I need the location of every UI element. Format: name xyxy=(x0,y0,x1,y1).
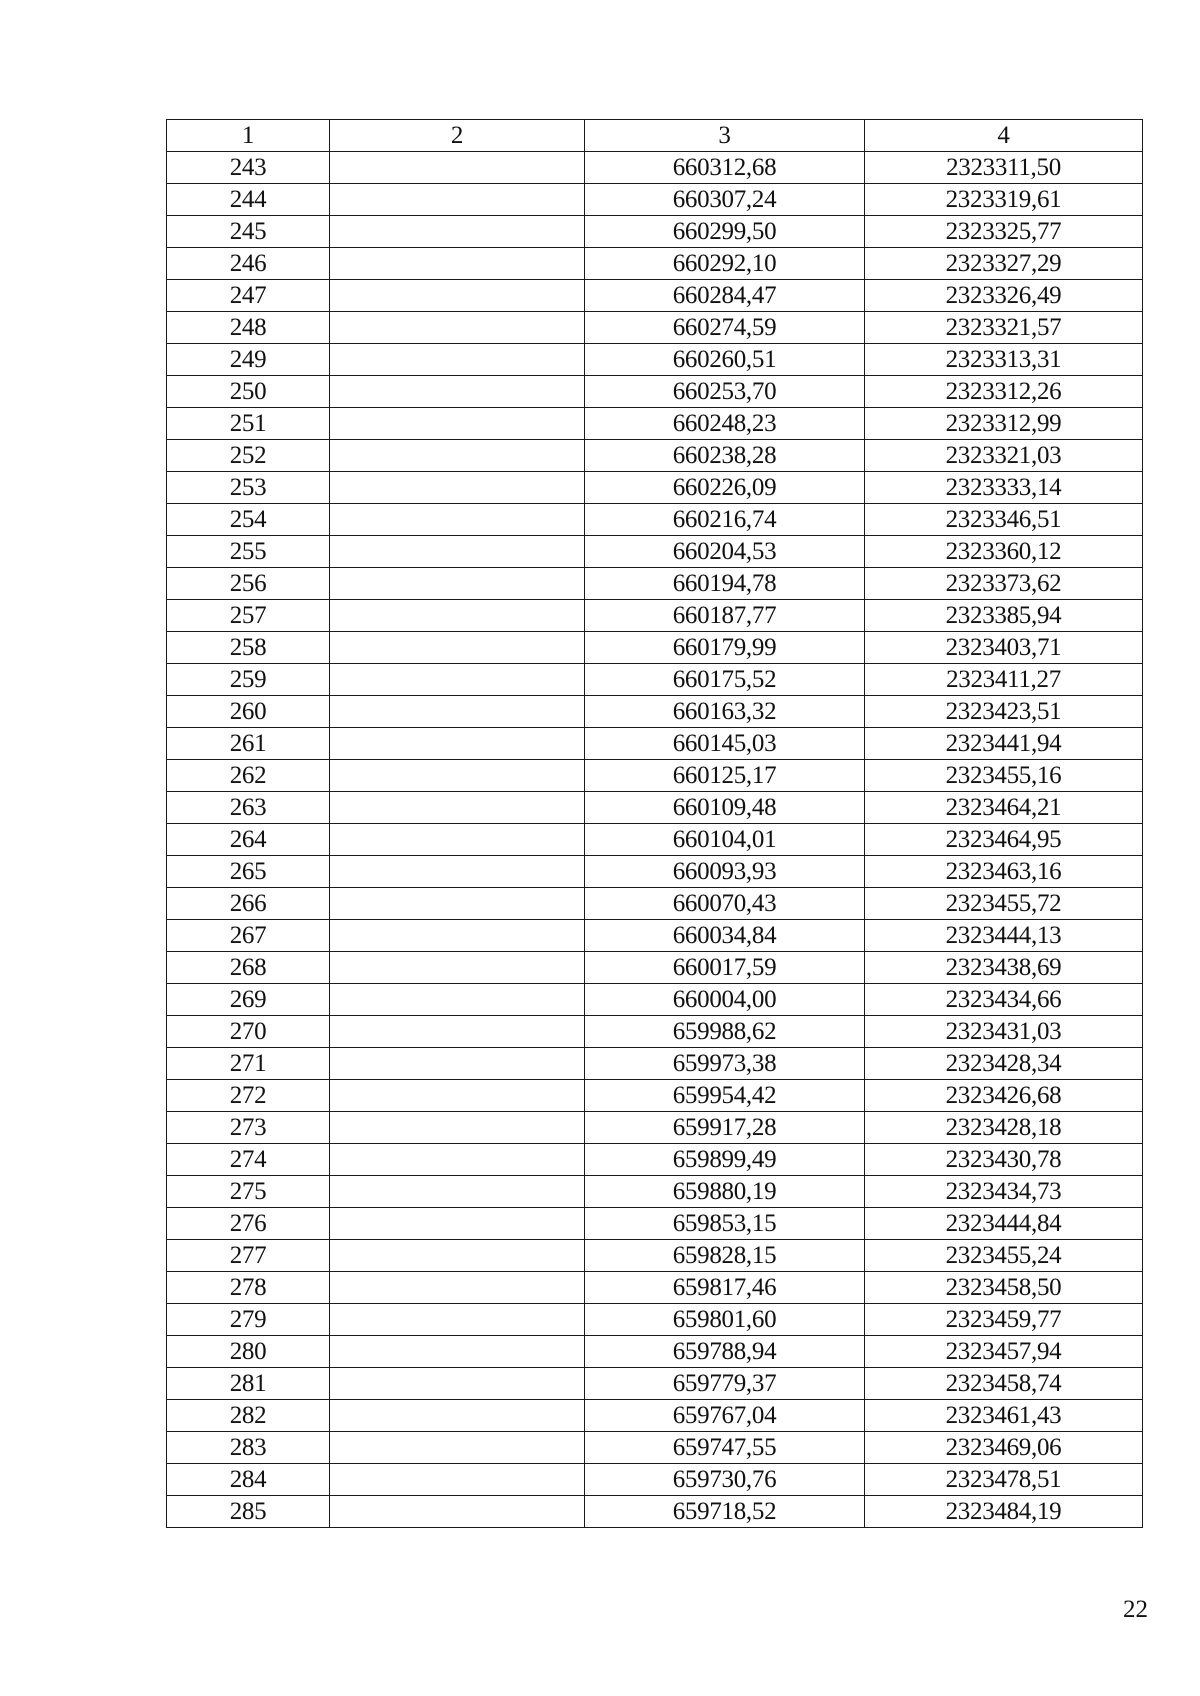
point-number-cell: 253 xyxy=(167,472,330,504)
y-coordinate-cell: 2323434,66 xyxy=(865,984,1143,1016)
x-coordinate-cell: 659730,76 xyxy=(585,1464,865,1496)
point-number-cell: 260 xyxy=(167,696,330,728)
table-row xyxy=(167,1048,1143,1080)
table-row xyxy=(167,376,1143,408)
x-coordinate-cell: 660248,23 xyxy=(585,408,865,440)
point-number-cell: 250 xyxy=(167,376,330,408)
description-cell xyxy=(330,1336,585,1368)
coordinates-table xyxy=(166,119,1143,1528)
point-number-cell: 262 xyxy=(167,760,330,792)
table-header-row xyxy=(167,120,1143,152)
y-coordinate-cell: 2323321,03 xyxy=(865,440,1143,472)
point-number-cell: 285 xyxy=(167,1496,330,1528)
y-coordinate-cell: 2323312,26 xyxy=(865,376,1143,408)
table-row xyxy=(167,504,1143,536)
x-coordinate-cell: 660017,59 xyxy=(585,952,865,984)
table-row xyxy=(167,984,1143,1016)
y-coordinate-cell: 2323463,16 xyxy=(865,856,1143,888)
description-cell xyxy=(330,536,585,568)
description-cell xyxy=(330,248,585,280)
description-cell xyxy=(330,1176,585,1208)
x-coordinate-cell: 659801,60 xyxy=(585,1304,865,1336)
table-row xyxy=(167,248,1143,280)
y-coordinate-cell: 2323434,73 xyxy=(865,1176,1143,1208)
point-number-cell: 280 xyxy=(167,1336,330,1368)
table-row xyxy=(167,1400,1143,1432)
y-coordinate-cell: 2323319,61 xyxy=(865,184,1143,216)
table-row xyxy=(167,1432,1143,1464)
description-cell xyxy=(330,408,585,440)
description-cell xyxy=(330,184,585,216)
table-row xyxy=(167,760,1143,792)
y-coordinate-cell: 2323457,94 xyxy=(865,1336,1143,1368)
y-coordinate-cell: 2323411,27 xyxy=(865,664,1143,696)
y-coordinate-cell: 2323313,31 xyxy=(865,344,1143,376)
table-row xyxy=(167,1016,1143,1048)
table-row xyxy=(167,1144,1143,1176)
description-cell xyxy=(330,1240,585,1272)
point-number-cell: 246 xyxy=(167,248,330,280)
point-number-cell: 252 xyxy=(167,440,330,472)
table-row xyxy=(167,1336,1143,1368)
x-coordinate-cell: 659767,04 xyxy=(585,1400,865,1432)
point-number-cell: 259 xyxy=(167,664,330,696)
description-cell xyxy=(330,984,585,1016)
description-cell xyxy=(330,792,585,824)
table-row xyxy=(167,888,1143,920)
table-row xyxy=(167,1272,1143,1304)
x-coordinate-cell: 660145,03 xyxy=(585,728,865,760)
y-coordinate-cell: 2323484,19 xyxy=(865,1496,1143,1528)
point-number-cell: 274 xyxy=(167,1144,330,1176)
x-coordinate-cell: 659899,49 xyxy=(585,1144,865,1176)
x-coordinate-cell: 660299,50 xyxy=(585,216,865,248)
table-row xyxy=(167,952,1143,984)
y-coordinate-cell: 2323438,69 xyxy=(865,952,1143,984)
table-row xyxy=(167,344,1143,376)
y-coordinate-cell: 2323441,94 xyxy=(865,728,1143,760)
table-row xyxy=(167,568,1143,600)
column-header: 2 xyxy=(330,120,585,152)
y-coordinate-cell: 2323428,34 xyxy=(865,1048,1143,1080)
point-number-cell: 264 xyxy=(167,824,330,856)
x-coordinate-cell: 659973,38 xyxy=(585,1048,865,1080)
point-number-cell: 281 xyxy=(167,1368,330,1400)
description-cell xyxy=(330,344,585,376)
description-cell xyxy=(330,1304,585,1336)
point-number-cell: 255 xyxy=(167,536,330,568)
description-cell xyxy=(330,888,585,920)
description-cell xyxy=(330,1400,585,1432)
column-header: 4 xyxy=(865,120,1143,152)
table-row xyxy=(167,1496,1143,1528)
point-number-cell: 282 xyxy=(167,1400,330,1432)
table-row xyxy=(167,920,1143,952)
page-number: 22 xyxy=(1123,1596,1148,1623)
x-coordinate-cell: 660004,00 xyxy=(585,984,865,1016)
x-coordinate-cell: 660179,99 xyxy=(585,632,865,664)
table-row xyxy=(167,600,1143,632)
table-row xyxy=(167,408,1143,440)
x-coordinate-cell: 659718,52 xyxy=(585,1496,865,1528)
y-coordinate-cell: 2323431,03 xyxy=(865,1016,1143,1048)
table-row xyxy=(167,664,1143,696)
description-cell xyxy=(330,1432,585,1464)
y-coordinate-cell: 2323325,77 xyxy=(865,216,1143,248)
description-cell xyxy=(330,1144,585,1176)
description-cell xyxy=(330,664,585,696)
point-number-cell: 248 xyxy=(167,312,330,344)
description-cell xyxy=(330,376,585,408)
y-coordinate-cell: 2323312,99 xyxy=(865,408,1143,440)
y-coordinate-cell: 2323469,06 xyxy=(865,1432,1143,1464)
description-cell xyxy=(330,760,585,792)
point-number-cell: 270 xyxy=(167,1016,330,1048)
table-row xyxy=(167,1240,1143,1272)
y-coordinate-cell: 2323321,57 xyxy=(865,312,1143,344)
table-row xyxy=(167,312,1143,344)
table-row xyxy=(167,1368,1143,1400)
table-row xyxy=(167,1080,1143,1112)
x-coordinate-cell: 659779,37 xyxy=(585,1368,865,1400)
table-row xyxy=(167,1304,1143,1336)
x-coordinate-cell: 659988,62 xyxy=(585,1016,865,1048)
point-number-cell: 257 xyxy=(167,600,330,632)
x-coordinate-cell: 659954,42 xyxy=(585,1080,865,1112)
y-coordinate-cell: 2323444,84 xyxy=(865,1208,1143,1240)
table-row xyxy=(167,280,1143,312)
table-row xyxy=(167,472,1143,504)
description-cell xyxy=(330,824,585,856)
point-number-cell: 267 xyxy=(167,920,330,952)
y-coordinate-cell: 2323327,29 xyxy=(865,248,1143,280)
x-coordinate-cell: 660226,09 xyxy=(585,472,865,504)
y-coordinate-cell: 2323426,68 xyxy=(865,1080,1143,1112)
x-coordinate-cell: 660307,24 xyxy=(585,184,865,216)
table-row xyxy=(167,1112,1143,1144)
point-number-cell: 244 xyxy=(167,184,330,216)
point-number-cell: 276 xyxy=(167,1208,330,1240)
x-coordinate-cell: 659817,46 xyxy=(585,1272,865,1304)
description-cell xyxy=(330,1016,585,1048)
table-row xyxy=(167,152,1143,184)
description-cell xyxy=(330,728,585,760)
table-row xyxy=(167,1464,1143,1496)
x-coordinate-cell: 660204,53 xyxy=(585,536,865,568)
y-coordinate-cell: 2323455,16 xyxy=(865,760,1143,792)
point-number-cell: 277 xyxy=(167,1240,330,1272)
description-cell xyxy=(330,312,585,344)
y-coordinate-cell: 2323464,21 xyxy=(865,792,1143,824)
x-coordinate-cell: 660274,59 xyxy=(585,312,865,344)
table-row xyxy=(167,728,1143,760)
y-coordinate-cell: 2323455,24 xyxy=(865,1240,1143,1272)
description-cell xyxy=(330,696,585,728)
description-cell xyxy=(330,280,585,312)
y-coordinate-cell: 2323455,72 xyxy=(865,888,1143,920)
description-cell xyxy=(330,216,585,248)
table-row xyxy=(167,792,1143,824)
point-number-cell: 265 xyxy=(167,856,330,888)
point-number-cell: 273 xyxy=(167,1112,330,1144)
description-cell xyxy=(330,504,585,536)
point-number-cell: 279 xyxy=(167,1304,330,1336)
y-coordinate-cell: 2323464,95 xyxy=(865,824,1143,856)
x-coordinate-cell: 660194,78 xyxy=(585,568,865,600)
table-row xyxy=(167,536,1143,568)
table-row xyxy=(167,1208,1143,1240)
description-cell xyxy=(330,1368,585,1400)
y-coordinate-cell: 2323430,78 xyxy=(865,1144,1143,1176)
description-cell xyxy=(330,1080,585,1112)
description-cell xyxy=(330,1272,585,1304)
table-row xyxy=(167,216,1143,248)
column-header: 1 xyxy=(167,120,330,152)
y-coordinate-cell: 2323461,43 xyxy=(865,1400,1143,1432)
y-coordinate-cell: 2323333,14 xyxy=(865,472,1143,504)
table-body xyxy=(167,152,1143,1528)
point-number-cell: 283 xyxy=(167,1432,330,1464)
y-coordinate-cell: 2323458,74 xyxy=(865,1368,1143,1400)
y-coordinate-cell: 2323428,18 xyxy=(865,1112,1143,1144)
point-number-cell: 275 xyxy=(167,1176,330,1208)
y-coordinate-cell: 2323403,71 xyxy=(865,632,1143,664)
y-coordinate-cell: 2323444,13 xyxy=(865,920,1143,952)
description-cell xyxy=(330,1464,585,1496)
description-cell xyxy=(330,568,585,600)
description-cell xyxy=(330,632,585,664)
y-coordinate-cell: 2323346,51 xyxy=(865,504,1143,536)
point-number-cell: 247 xyxy=(167,280,330,312)
y-coordinate-cell: 2323326,49 xyxy=(865,280,1143,312)
point-number-cell: 256 xyxy=(167,568,330,600)
description-cell xyxy=(330,1496,585,1528)
description-cell xyxy=(330,152,585,184)
x-coordinate-cell: 659880,19 xyxy=(585,1176,865,1208)
x-coordinate-cell: 660093,93 xyxy=(585,856,865,888)
y-coordinate-cell: 2323458,50 xyxy=(865,1272,1143,1304)
y-coordinate-cell: 2323423,51 xyxy=(865,696,1143,728)
x-coordinate-cell: 660175,52 xyxy=(585,664,865,696)
y-coordinate-cell: 2323373,62 xyxy=(865,568,1143,600)
description-cell xyxy=(330,856,585,888)
description-cell xyxy=(330,952,585,984)
point-number-cell: 254 xyxy=(167,504,330,536)
point-number-cell: 251 xyxy=(167,408,330,440)
point-number-cell: 258 xyxy=(167,632,330,664)
description-cell xyxy=(330,1208,585,1240)
point-number-cell: 278 xyxy=(167,1272,330,1304)
x-coordinate-cell: 660109,48 xyxy=(585,792,865,824)
point-number-cell: 243 xyxy=(167,152,330,184)
x-coordinate-cell: 660292,10 xyxy=(585,248,865,280)
point-number-cell: 249 xyxy=(167,344,330,376)
x-coordinate-cell: 660284,47 xyxy=(585,280,865,312)
x-coordinate-cell: 660034,84 xyxy=(585,920,865,952)
point-number-cell: 284 xyxy=(167,1464,330,1496)
x-coordinate-cell: 660125,17 xyxy=(585,760,865,792)
x-coordinate-cell: 659917,28 xyxy=(585,1112,865,1144)
table-row xyxy=(167,1176,1143,1208)
x-coordinate-cell: 660260,51 xyxy=(585,344,865,376)
x-coordinate-cell: 660253,70 xyxy=(585,376,865,408)
y-coordinate-cell: 2323385,94 xyxy=(865,600,1143,632)
y-coordinate-cell: 2323311,50 xyxy=(865,152,1143,184)
x-coordinate-cell: 659828,15 xyxy=(585,1240,865,1272)
point-number-cell: 261 xyxy=(167,728,330,760)
point-number-cell: 272 xyxy=(167,1080,330,1112)
point-number-cell: 268 xyxy=(167,952,330,984)
y-coordinate-cell: 2323478,51 xyxy=(865,1464,1143,1496)
description-cell xyxy=(330,920,585,952)
table-row xyxy=(167,184,1143,216)
x-coordinate-cell: 660216,74 xyxy=(585,504,865,536)
y-coordinate-cell: 2323459,77 xyxy=(865,1304,1143,1336)
point-number-cell: 245 xyxy=(167,216,330,248)
x-coordinate-cell: 659747,55 xyxy=(585,1432,865,1464)
description-cell xyxy=(330,440,585,472)
description-cell xyxy=(330,600,585,632)
table-row xyxy=(167,824,1143,856)
point-number-cell: 266 xyxy=(167,888,330,920)
x-coordinate-cell: 660070,43 xyxy=(585,888,865,920)
x-coordinate-cell: 660187,77 xyxy=(585,600,865,632)
x-coordinate-cell: 660163,32 xyxy=(585,696,865,728)
x-coordinate-cell: 660238,28 xyxy=(585,440,865,472)
description-cell xyxy=(330,472,585,504)
description-cell xyxy=(330,1048,585,1080)
table-row xyxy=(167,856,1143,888)
point-number-cell: 269 xyxy=(167,984,330,1016)
x-coordinate-cell: 659788,94 xyxy=(585,1336,865,1368)
table-row xyxy=(167,632,1143,664)
table-row xyxy=(167,440,1143,472)
point-number-cell: 271 xyxy=(167,1048,330,1080)
column-header: 3 xyxy=(585,120,865,152)
point-number-cell: 263 xyxy=(167,792,330,824)
description-cell xyxy=(330,1112,585,1144)
x-coordinate-cell: 660312,68 xyxy=(585,152,865,184)
table-row xyxy=(167,696,1143,728)
y-coordinate-cell: 2323360,12 xyxy=(865,536,1143,568)
x-coordinate-cell: 659853,15 xyxy=(585,1208,865,1240)
x-coordinate-cell: 660104,01 xyxy=(585,824,865,856)
